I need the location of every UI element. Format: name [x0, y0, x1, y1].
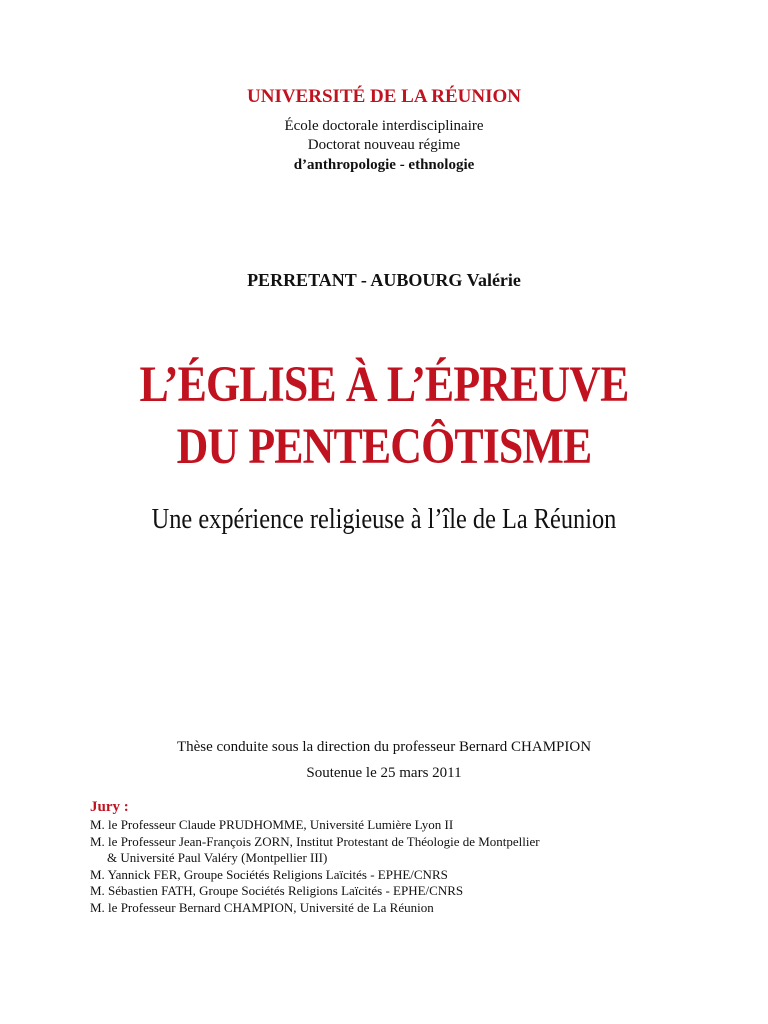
thesis-direction: Thèse conduite sous la direction du professeur Bernard CHAMPION — [176, 739, 592, 755]
jury-member-continuation: & Université Paul Valéry (Montpellier III) — [107, 850, 328, 865]
jury-section — [90, 797, 710, 916]
discipline: d’anthropologie - ethnologie — [293, 157, 475, 173]
doctorate-regime: Doctorat nouveau régime — [307, 137, 461, 153]
defense-date: Soutenue le 25 mars 2011 — [306, 765, 462, 781]
jury-heading: Jury : — [90, 799, 129, 815]
thesis-title-line-2: DU PENTECÔTISME — [176, 419, 592, 475]
doctoral-school: École doctorale interdisciplinaire — [284, 118, 484, 134]
jury-member: M. Sébastien FATH, Groupe Sociétés Religions Laïcités - EPHE/CNRS — [90, 883, 464, 898]
jury-member: M. le Professeur Jean-François ZORN, Institut Protestant de Théologie de Montpellier — [90, 833, 540, 849]
thesis-title-line-1: L’ÉGLISE À L’ÉPREUVE — [139, 357, 629, 413]
jury-member: M. Yannick FER, Groupe Sociétés Religions Laïcités - EPHE/CNRS — [90, 866, 448, 882]
author-name: PERRETANT - AUBOURG Valérie — [247, 270, 521, 290]
jury-member: M. le Professeur Bernard CHAMPION, Université de La Réunion — [90, 899, 434, 915]
thesis-subtitle: Une expérience religieuse à l’île de La Réunion — [151, 503, 617, 535]
jury-member: M. le Professeur Claude PRUDHOMME, Université Lumière Lyon II — [90, 817, 454, 832]
university-name: UNIVERSITÉ DE LA RÉUNION — [247, 86, 521, 107]
